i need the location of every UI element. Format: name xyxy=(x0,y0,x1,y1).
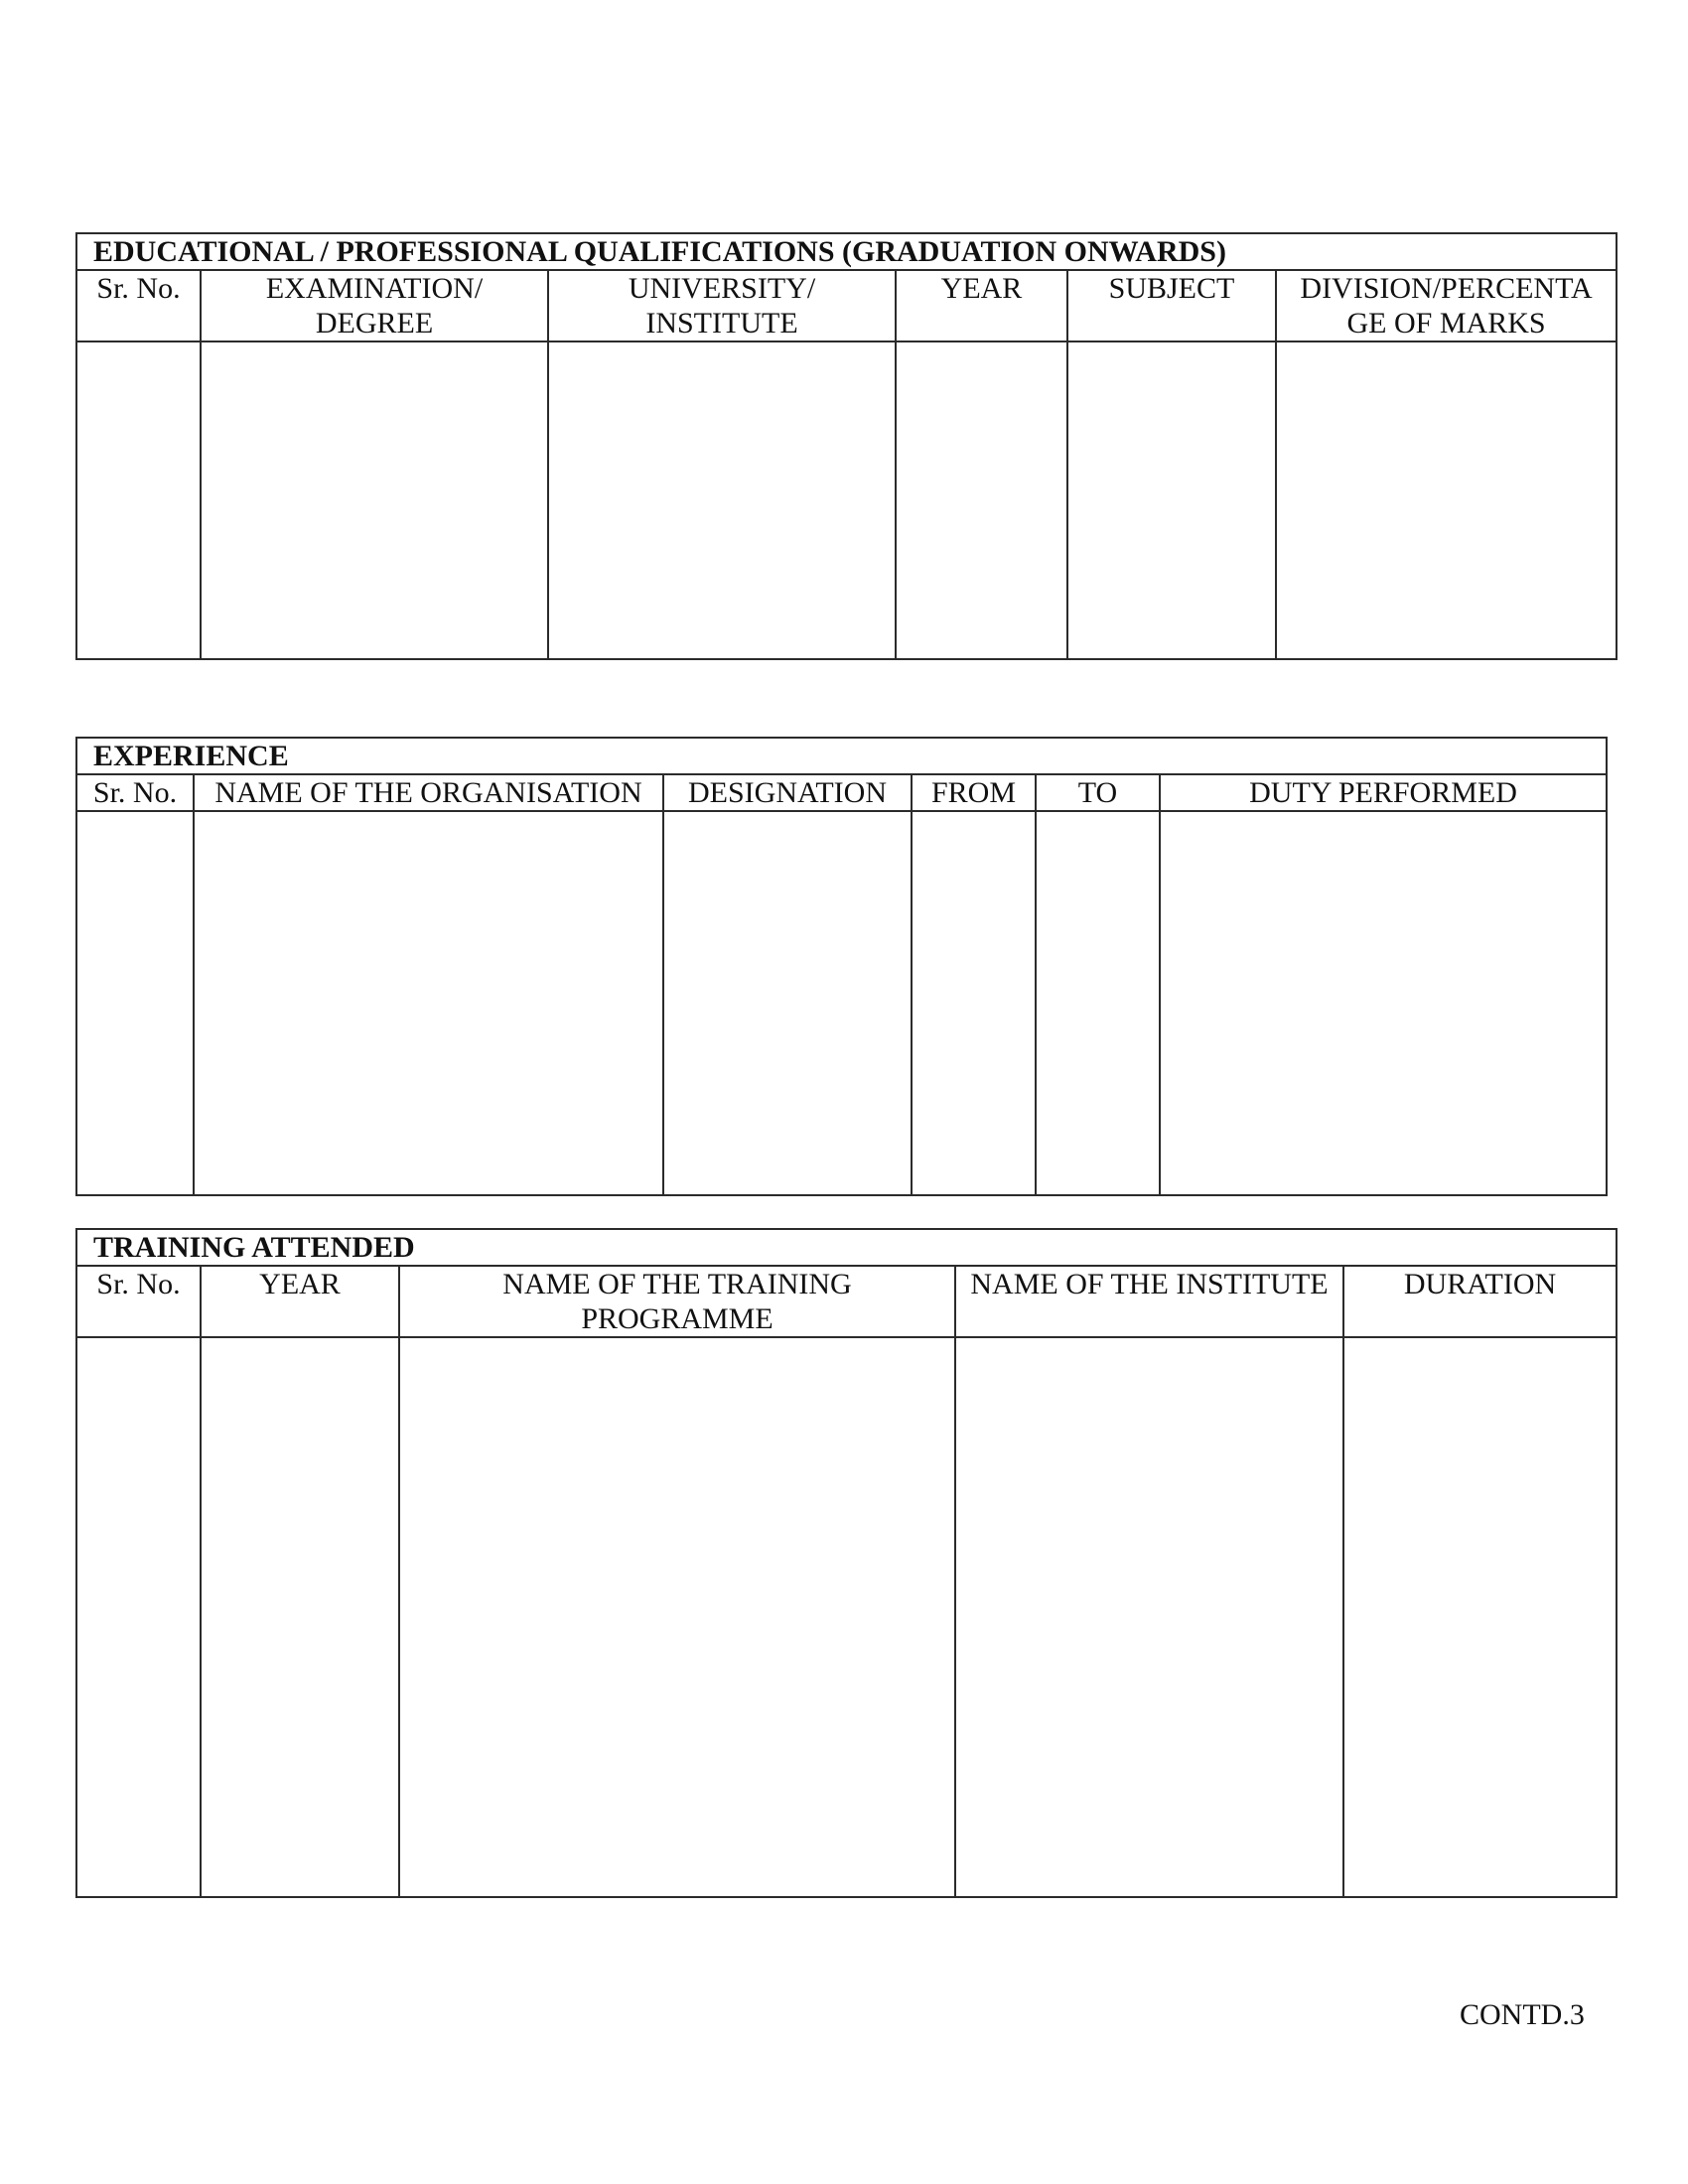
training-entry-row xyxy=(76,1337,1617,1897)
experience-header-row xyxy=(76,774,1607,811)
training-col-year: YEAR xyxy=(201,1266,399,1337)
experience-col-to: TO xyxy=(1036,774,1160,811)
training-col-sr-no: Sr. No. xyxy=(76,1266,201,1337)
education-cell-sr-no[interactable] xyxy=(76,341,201,659)
experience-cell-organisation[interactable] xyxy=(194,811,663,1195)
experience-col-from: FROM xyxy=(912,774,1036,811)
experience-entry-row xyxy=(76,811,1607,1195)
continuation-note: CONTD.3 xyxy=(1460,1998,1585,2031)
experience-col-organisation: NAME OF THE ORGANISATION xyxy=(194,774,663,811)
education-cell-division-percentage[interactable] xyxy=(1276,341,1617,659)
education-col-division-percentage: DIVISION/PERCENTA GE OF MARKS xyxy=(1276,270,1617,341)
education-entry-row xyxy=(76,341,1617,659)
education-section-title: EDUCATIONAL / PROFESSIONAL QUALIFICATIONS (GRADUATION ONWARDS) xyxy=(76,233,1617,270)
education-cell-examination-degree[interactable] xyxy=(201,341,548,659)
experience-table xyxy=(75,737,1608,1196)
training-col-duration: DURATION xyxy=(1343,1266,1617,1337)
experience-col-designation: DESIGNATION xyxy=(663,774,912,811)
education-cell-university-institute[interactable] xyxy=(548,341,896,659)
experience-section-title: EXPERIENCE xyxy=(76,738,1607,774)
experience-cell-designation[interactable] xyxy=(663,811,912,1195)
experience-cell-to[interactable] xyxy=(1036,811,1160,1195)
training-title-row xyxy=(76,1229,1617,1266)
education-title-row xyxy=(76,233,1617,270)
education-col-university-institute: UNIVERSITY/ INSTITUTE xyxy=(548,270,896,341)
experience-cell-duty-performed[interactable] xyxy=(1160,811,1607,1195)
experience-cell-from[interactable] xyxy=(912,811,1036,1195)
experience-cell-sr-no[interactable] xyxy=(76,811,194,1195)
training-col-programme: NAME OF THE TRAINING PROGRAMME xyxy=(399,1266,955,1337)
experience-title-row xyxy=(76,738,1607,774)
training-cell-year[interactable] xyxy=(201,1337,399,1897)
education-col-year: YEAR xyxy=(896,270,1067,341)
training-table xyxy=(75,1228,1618,1898)
education-header-row xyxy=(76,270,1617,341)
education-table xyxy=(75,232,1618,660)
education-col-subject: SUBJECT xyxy=(1067,270,1276,341)
training-section-title: TRAINING ATTENDED xyxy=(76,1229,1617,1266)
education-col-examination-degree: EXAMINATION/ DEGREE xyxy=(201,270,548,341)
training-cell-institute[interactable] xyxy=(955,1337,1343,1897)
experience-col-duty-performed: DUTY PERFORMED xyxy=(1160,774,1607,811)
training-cell-duration[interactable] xyxy=(1343,1337,1617,1897)
experience-col-sr-no: Sr. No. xyxy=(76,774,194,811)
education-cell-subject[interactable] xyxy=(1067,341,1276,659)
training-col-institute: NAME OF THE INSTITUTE xyxy=(955,1266,1343,1337)
education-col-sr-no: Sr. No. xyxy=(76,270,201,341)
training-cell-programme[interactable] xyxy=(399,1337,955,1897)
training-cell-sr-no[interactable] xyxy=(76,1337,201,1897)
training-header-row xyxy=(76,1266,1617,1337)
education-cell-year[interactable] xyxy=(896,341,1067,659)
